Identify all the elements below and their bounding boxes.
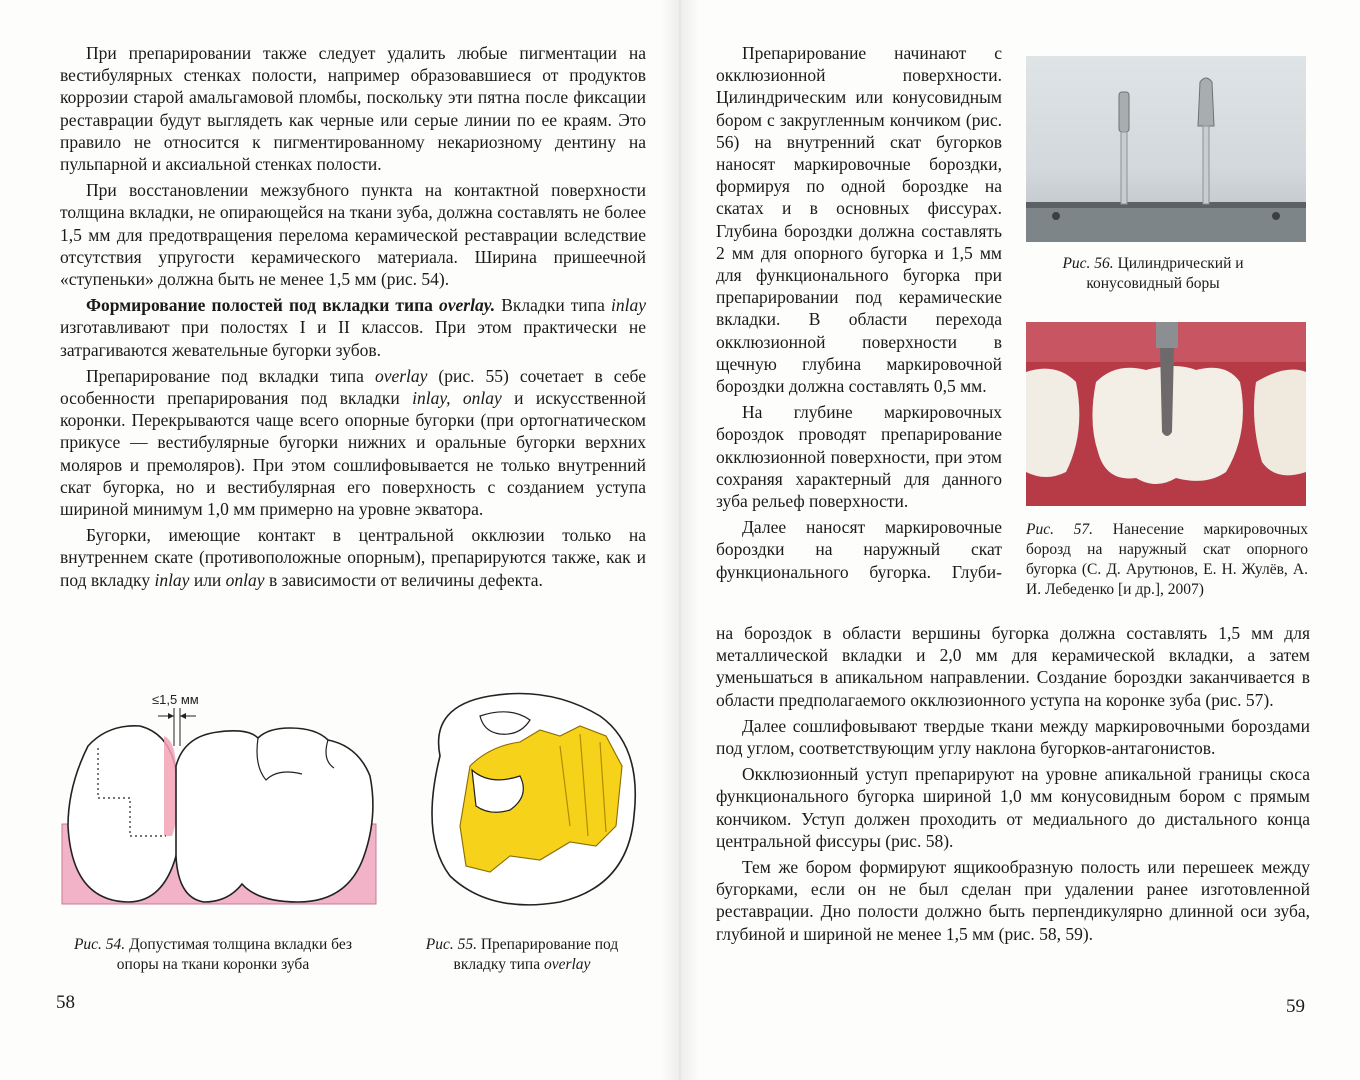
figure-54-caption: Рис. 54. Допустимая толщина вкладки без опоры на ткани коронки зуба (73, 936, 353, 973)
conical-bur-shank (1203, 126, 1209, 204)
figure-57-caption: Рис. 57. Нанесение маркировочных борозд на наружный скат опорного бугорка (С. Д. Арутюнов, Е. Н. Жулёв, А. И. Лебеденко [и др.], 2007) (1026, 521, 1308, 598)
stand-hole (1272, 212, 1280, 220)
paragraph: При препарировании также следует удалить любые пигментации на вестибулярных стенках полости, например образовавшиеся от продуктов коррозии старой амальгамовой пломбы, поскольку эти пятна после фиксации реставрации будут выглядеть как черные или серые линии по ее краям. Это правило не относится к пигментированному некариозному дентину на пульпарной и аксиальной стенках полости. (60, 43, 646, 175)
paragraph: Тем же бором формируют ящикообразную полость или перешеек между бугорками, если он не был сделан при удалении ранее изготовленной реставрации. Дно полости должно быть перпендикулярно длинной оси зуба, глубиной и шириной не менее 1,5 мм (рис. 58, 59). (716, 857, 1310, 944)
figure-57-tooth-photo (1026, 322, 1306, 506)
burs-illustration (1026, 56, 1306, 242)
stand-hole (1052, 212, 1060, 220)
cylinder-bur-shank (1121, 132, 1127, 204)
section-heading-paragraph: Формирование полостей под вкладки типа overlay. Вкладки типа inlay изготавливают при полостях I и II классов. При этом практически не затрагиваются жевательные бугорки зубов. (60, 295, 646, 360)
paragraph: Препарирование под вкладки типа overlay (рис. 55) сочетает в себе особенности препарирования под вкладки inlay, onlay и искусственной коронки. Перекрываются чаще всего опорные бугорки (при ортогнатическом прикусе — вестибулярные бугорки нижних и оральные бугорки верхних моляров и премоляров). При этом сошлифовывается не только внутренний скат бугорка, но и вестибулярная его поверхность с созданием уступа шириной минимум 1,0 мм примерно на уровне экватора. (60, 365, 646, 520)
paragraph: Окклюзионный уступ препарируют на уровне апикальной границы скоса функционального бугорка шириной 1,0 мм конусовидным бором с прямым кончиком. Уступ должен проходить от медиального до дистального конца центральной фиссуры (рис. 58). (716, 764, 1310, 851)
figure-56-burs-photo (1026, 56, 1306, 242)
figure-55-caption: Рис. 55. Препарирование под вкладку типа overlay (425, 936, 619, 973)
paragraph: Далее сошлифовывают твердые ткани между маркировочными бороздами под углом, соответствующим углу наклона бугорков-антагонистов. (716, 715, 1310, 759)
cylinder-bur-tip (1119, 92, 1129, 132)
dimension-label: ≤1,5 мм (152, 692, 199, 707)
figure-56-caption: Рис. 56. Цилиндрический и конусовидный боры (1062, 255, 1244, 292)
right-page-text-narrow (716, 42, 1002, 587)
paragraph-continued: на бороздок в области вершины бугорка должна составлять 1,5 мм для металлической вкладки и 2,0 мм для керамической вкладки, а затем уменьшаться в апикальном направлении. Создание бороздки заканчивается в области предполагаемого окклюзионного уступа на коронке зуба (рис. 57). (716, 623, 1310, 710)
bur-stand (1026, 206, 1306, 242)
left-page-text (60, 42, 646, 595)
right-page-text-wide (716, 622, 1310, 949)
left-tooth (68, 726, 179, 902)
arrowhead-right (180, 713, 186, 719)
page-number-right: 59 (1286, 996, 1305, 1017)
paragraph: На глубине маркировочных бороздок проводят препарирование окклюзионной поверхности, при этом сохраняя характерный для данного зуба рельеф поверхности. (716, 402, 1002, 512)
arrowhead-left (168, 713, 174, 719)
paragraph: При восстановлении межзубного пункта на контактной поверхности толщина вкладки, не опирающейся на ткани зуба, должна составлять не более 1,5 мм для предотвращения перелома керамической реставрации вследствие отсутствия упругости керамического материала. Ширина пришеечной «ступеньки» должна быть не менее 1,5 мм (рис. 54). (60, 180, 646, 290)
stand-edge (1026, 202, 1306, 208)
tooth-preparation-illustration (1026, 322, 1306, 506)
handpiece-head (1156, 322, 1178, 348)
figure-54-tooth-diagram (58, 676, 380, 910)
right-tooth (176, 728, 373, 902)
paragraph: Далее наносят маркировочные бороздки на наружный скат функционального бугорка. Глуби- (716, 517, 1002, 582)
paragraph: Бугорки, имеющие контакт в центральной окклюзии только на внутреннем скате (противоположные опорным), препарируются также, как и под вкладку inlay или onlay в зависимости от величины дефекта. (60, 525, 646, 590)
figure-55-overlay-diagram (410, 676, 648, 916)
book-gutter (660, 0, 700, 1080)
page-number-left: 58 (56, 992, 75, 1013)
diamond-bur (1160, 348, 1174, 436)
section-heading: Формирование полостей под вкладки типа overlay. (86, 295, 496, 316)
conical-bur-tip (1198, 78, 1214, 126)
right-neighbor-tooth (1254, 370, 1306, 476)
paragraph: Препарирование начинают с окклюзионной поверхности. Цилиндрическим или конусовидным бором с закругленным кончиком (рис. 56) на внутренний скат бугорков наносят маркировочные бороздки, формируя по одной бороздке на скатах и в основных фиссурах. Глубина бороздки должна составлять 2 мм для опорного бугорка и 1,5 мм для функционального бугорка при препарировании под керамические вкладки. В области перехода окклюзионной поверхности в щечную глубина маркировочной бороздки должна составлять 0,5 мм. (716, 43, 1002, 397)
